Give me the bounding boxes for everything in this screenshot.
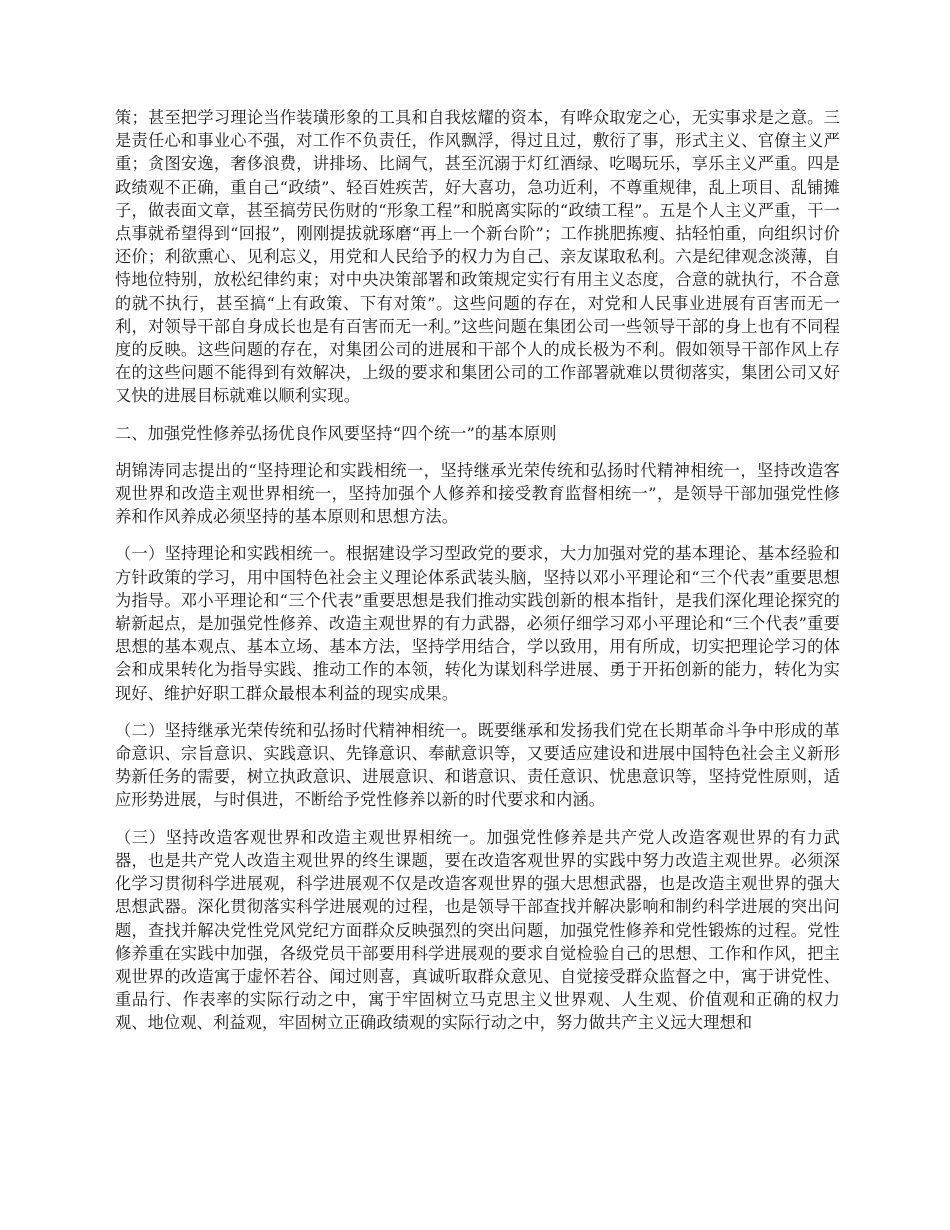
paragraph-theory-practice: （一）坚持理论和实践相统一。根据建设学习型政党的要求，大力加强对党的基本理论、基本经验和方针政策的学习，用中国特色社会主义理论体系武装头脑，坚持以邓小平理论和“三个代表”重要思想为指导。邓小平理论和“三个代表”重要思想是我们推动实践创新的根本指针，是我们深化理论探究的崭新起点，是加强党性修养、改造主观世界的有力武器，必须仔细学习邓小平理论和“三个代表”重要思想的基本观点、基本立场、基本方法，坚持学用结合，学以致用，用有所成，切实把理论学习的体会和成果转化为指导实践、推动工作的本领，转化为谋划科学进展、勇于开拓创新的能力，转化为实现好、维护好职工群众最根本利益的现实成果。	[115, 544, 840, 703]
paragraph-objective-subjective: （三）坚持改造客观世界和改造主观世界相统一。加强党性修养是共产党人改造客观世界的有力武器，也是共产党人改造主观世界的终生课题，要在改造客观世界的实践中努力改造主观世界。必须深化学习贯彻科学进展观，科学进展观不仅是改造客观世界的强大思想武器，也是改造主观世界的强大思想武器。深化贯彻落实科学进展观的过程，也是领导干部查找并解决影响和制约科学进展的突出问题，查找并解决党性党风党纪方面群众反映强烈的突出问题，加强党性修养和党性锻炼的过程。党性修养重在实践中加强，各级党员干部要用科学进展观的要求自觉检验自己的思想、工作和作风，把主观世界的改造寓于虚怀若谷、闻过则喜，真诚听取群众意见、自觉接受群众监督之中，寓于讲党性、重品行、作表率的实际行动之中，寓于牢固树立马克思主义世界观、人生观、价值观和正确的权力观、地位观、利益观，牢固树立正确政绩观的实际行动之中，努力做共产主义远大理想和	[115, 827, 840, 1033]
document-page	[115, 106, 840, 1049]
section-heading: 二、加强党性修养弘扬优良作风要坚持“四个统一”的基本原则	[115, 423, 557, 443]
paragraph-principles: 胡锦涛同志提出的“坚持理论和实践相统一，坚持继承光荣传统和弘扬时代精神相统一，坚持改造客观世界和改造主观世界相统一，坚持加强个人修养和接受教育监督相统一”，是领导干部加强党性修养和作风养成必须坚持的基本原则和思想方法。	[115, 460, 840, 527]
paragraph-tradition-spirit: （二）坚持继承光荣传统和弘扬时代精神相统一。既要继承和发扬我们党在长期革命斗争中形成的革命意识、宗旨意识、实践意识、先锋意识、奉献意识等，又要适应建设和进展中国特色社会主义新形势新任务的需要，树立执政意识、进展意识、和谐意识、责任意识、忧患意识等，坚持党性原则，适应形势进展，与时俱进，不断给予党性修养以新的时代要求和内涵。	[115, 720, 840, 810]
paragraph-problems: 策；甚至把学习理论当作装璜形象的工具和自我炫耀的资本，有哗众取宠之心，无实事求是之意。三是责任心和事业心不强，对工作不负责任，作风飘浮，得过且过，敷衍了事，形式主义、官僚主义严重；贪图安逸，奢侈浪费，讲排场、比阔气，甚至沉溺于灯红酒绿、吃喝玩乐，享乐主义严重。四是政绩观不正确，重自己“政绩”、轻百姓疾苦，好大喜功，急功近利，不尊重规律，乱上项目、乱铺摊子，做表面文章，甚至搞劳民伤财的“形象工程”和脱离实际的“政绩工程”。五是个人主义严重，干一点事就希望得到“回报”，刚刚提拔就琢磨“再上一个新台阶”；工作挑肥拣瘦、拈轻怕重，向组织讨价还价；利欲熏心、见利忘义，用党和人民给予的权力为自己、亲友谋取私利。六是纪律观念淡薄，自恃地位特别，放松纪律约束；对中央决策部署和政策规定实行有用主义态度，合意的就执行，不合意的就不执行，甚至搞“上有政策、下有对策”。这些问题的存在，对党和人民事业进展有百害而无一利，对领导干部自身成长也是有百害而无一利。”这些问题在集团公司一些领导干部的身上也有不同程度的反映。这些问题的存在，对集团公司的进展和干部个人的成长极为不利。假如领导干部作风上存在的这些问题不能得到有效解决，上级的要求和集团公司的工作部署就难以贯彻落实，集团公司又好又快的进展目标就难以顺利实现。	[115, 108, 840, 406]
